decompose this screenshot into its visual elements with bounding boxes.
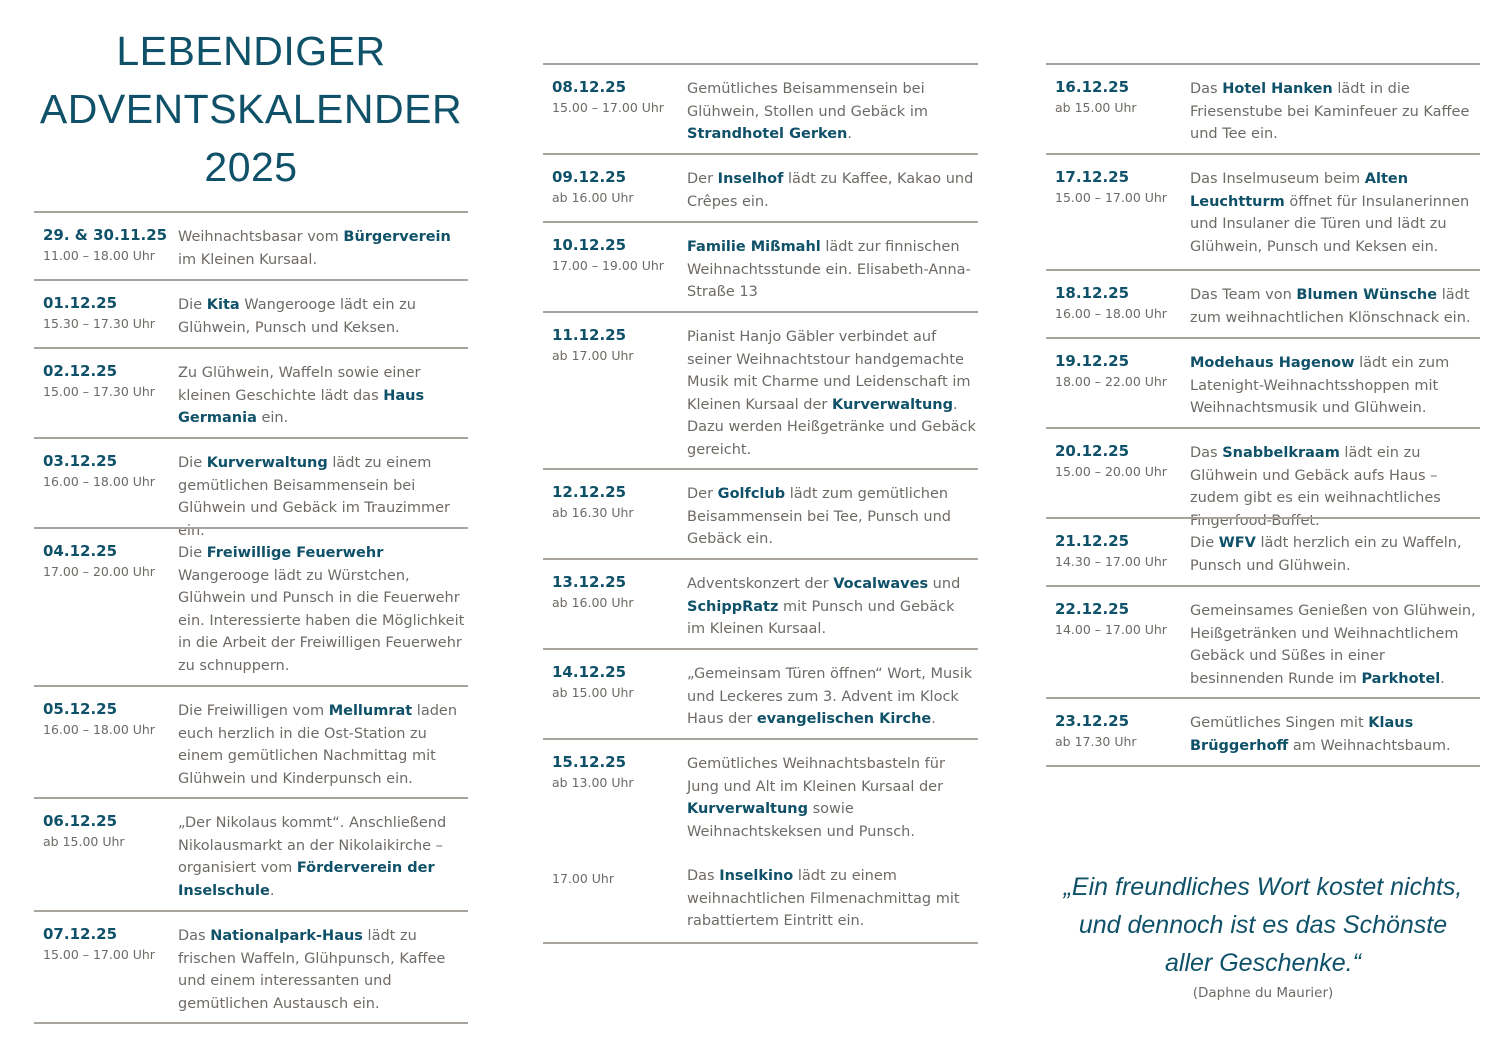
entry-host: Parkhotel xyxy=(1361,670,1441,687)
entry-text: Die xyxy=(178,545,207,561)
entry-text: . xyxy=(269,882,275,899)
entry-text: Der xyxy=(687,171,718,187)
entry-date: 08.12.25 xyxy=(552,78,627,96)
entry-host: Inselkino xyxy=(719,868,794,884)
entry-host: Vocalwaves xyxy=(833,576,929,592)
entry-time: 11.00 – 18.00 Uhr xyxy=(43,248,155,263)
entry-time: ab 16.00 Uhr xyxy=(552,595,634,610)
entry-host: Kita xyxy=(206,297,240,313)
calendar-entry xyxy=(34,279,468,347)
divider xyxy=(543,942,978,944)
entry-text: „Der Nikolaus kommt“. Anschließend Nikolausmarkt an der Nikolaikirche – organisiert vom xyxy=(178,815,447,876)
calendar-entry xyxy=(1046,269,1480,337)
entry-host: Alten Leuchtturm xyxy=(1190,171,1409,210)
calendar-entry xyxy=(34,910,468,1022)
calendar-column-3 xyxy=(1046,63,1480,767)
entry-text: Die xyxy=(178,455,207,471)
entry-host: Kurverwaltung xyxy=(206,455,328,471)
entry-host: Blumen Wünsche xyxy=(1296,287,1438,303)
entry-description xyxy=(178,812,468,902)
entry-date: 10.12.25 xyxy=(552,236,627,254)
entry-description xyxy=(687,236,977,304)
title-line-2: ADVENTSKALENDER xyxy=(39,86,463,132)
calendar-entry xyxy=(1046,427,1480,529)
entry-host: Snabbelkraam xyxy=(1222,445,1340,461)
entry-host: WFV xyxy=(1218,535,1256,551)
entry-text: Weihnachtsbasar vom xyxy=(178,229,344,245)
entry-date: 18.12.25 xyxy=(1055,284,1130,302)
entry-description xyxy=(687,865,977,933)
entry-text: Das xyxy=(1190,81,1223,97)
entry-date: 11.12.25 xyxy=(552,326,627,344)
entry-date: 22.12.25 xyxy=(1055,600,1130,618)
calendar-entry xyxy=(543,63,978,153)
entry-text: lädt ein zu Glühwein und Gebäck aufs Haus – zudem gibt es ein weihnachtliches Fingerfood-Buffet. xyxy=(1190,445,1441,529)
calendar-entry xyxy=(543,311,978,468)
entry-time: 16.00 – 18.00 Uhr xyxy=(1055,306,1167,321)
entry-time: 17.00 Uhr xyxy=(552,871,614,886)
entry-time: 14.30 – 17.00 Uhr xyxy=(1055,554,1167,569)
calendar-entry xyxy=(34,527,468,685)
entry-description xyxy=(178,925,468,1015)
calendar-entry-group xyxy=(543,738,978,942)
entry-description xyxy=(1190,78,1480,146)
entry-time: 14.00 – 17.00 Uhr xyxy=(1055,622,1167,637)
entry-text: Das xyxy=(1190,445,1223,461)
entry-text: Gemütliches Beisammensein bei Glühwein, Stollen und Gebäck im xyxy=(687,81,928,120)
entry-date: 04.12.25 xyxy=(43,542,118,560)
calendar-entry xyxy=(34,437,468,539)
entry-host: Haus Germania xyxy=(178,387,425,426)
entry-text: lädt ein zum Latenight-Weihnachtsshoppen mit Weihnachtsmusik und Glühwein. xyxy=(1190,355,1450,416)
divider xyxy=(34,1022,468,1024)
entry-text: im Kleinen Kursaal. xyxy=(178,251,318,268)
entry-description xyxy=(1190,168,1480,258)
calendar-entry xyxy=(34,685,468,797)
entry-text: Wangerooge lädt ein zu Glühwein, Punsch und Keksen. xyxy=(178,297,416,336)
entry-host: Freiwillige Feuerwehr xyxy=(206,545,384,561)
entry-date: 06.12.25 xyxy=(43,812,118,830)
entry-date: 17.12.25 xyxy=(1055,168,1130,186)
entry-date: 14.12.25 xyxy=(552,663,627,681)
entry-text: lädt zu einem weihnachtlichen Filmenachmittag mit rabattiertem Eintritt ein. xyxy=(687,868,960,929)
entry-description xyxy=(1190,600,1480,690)
calendar-column-1 xyxy=(34,211,468,1024)
entry-time: 15.00 – 20.00 Uhr xyxy=(1055,464,1167,479)
entry-time: ab 16.30 Uhr xyxy=(552,505,634,520)
entry-text: Die xyxy=(178,297,207,313)
entry-host: Modehaus Hagenow xyxy=(1190,355,1355,371)
entry-text: lädt zur finnischen Weihnachtsstunde ein. Elisabeth-Anna-Straße 13 xyxy=(687,239,971,300)
entry-date: 29. & 30.11.25 xyxy=(43,226,168,244)
entry-date: 01.12.25 xyxy=(43,294,118,312)
entry-description xyxy=(687,168,977,213)
entry-date: 21.12.25 xyxy=(1055,532,1130,550)
entry-date: 05.12.25 xyxy=(43,700,118,718)
entry-text: lädt zu frischen Waffeln, Glühpunsch, Kaffee und einem interessanten und gemütlichen Austausch ein. xyxy=(178,928,446,1012)
entry-text: Gemütliches Singen mit xyxy=(1190,715,1369,731)
calendar-entry xyxy=(1046,517,1480,585)
entry-host: Familie Mißmahl xyxy=(687,239,821,255)
entry-time: 15.00 – 17.30 Uhr xyxy=(43,384,155,399)
entry-date: 07.12.25 xyxy=(43,925,118,943)
entry-text: Das xyxy=(178,928,211,944)
entry-date: 09.12.25 xyxy=(552,168,627,186)
entry-text: Das Team von xyxy=(1190,287,1297,303)
entry-date: 02.12.25 xyxy=(43,362,118,380)
entry-description xyxy=(687,753,977,843)
entry-description xyxy=(178,542,468,677)
entry-text: lädt herzlich ein zu Waffeln, Punsch und Glühwein. xyxy=(1190,535,1462,574)
calendar-entry xyxy=(543,153,978,221)
calendar-entry xyxy=(543,558,978,648)
entry-text: Pianist Hanjo Gäbler verbindet auf seiner Weihnachtstour handgemachte Musik mit Charme und Leidenschaft im Kleinen Kursaal der xyxy=(687,329,971,413)
entry-description xyxy=(687,326,977,461)
entry-text: lädt zum weihnachtlichen Klönschnack ein. xyxy=(1190,287,1471,326)
entry-host: Förderverein der Inselschule xyxy=(178,860,435,899)
entry-host: Hotel Hanken xyxy=(1222,81,1333,97)
entry-host: Golfclub xyxy=(717,486,786,502)
entry-text: Gemeinsames Genießen von Glühwein, Heißgetränken und Weihnachtlichem Gebäck und Süßes in einer besinnenden Runde im xyxy=(1190,603,1476,687)
calendar-entry xyxy=(34,347,468,437)
entry-text: lädt zum gemütlichen Beisammensein bei Tee, Punsch und Gebäck ein. xyxy=(687,486,951,547)
entry-time: 15.30 – 17.30 Uhr xyxy=(43,316,155,331)
entry-date: 23.12.25 xyxy=(1055,712,1130,730)
entry-text: lädt in die Friesenstube bei Kaminfeuer zu Kaffee und Tee ein. xyxy=(1190,81,1470,142)
entry-text: lädt zu Kaffee, Kakao und Crêpes ein. xyxy=(687,171,974,210)
entry-description xyxy=(687,663,977,731)
entry-description xyxy=(1190,532,1480,577)
entry-time: ab 17.00 Uhr xyxy=(552,348,634,363)
entry-date: 20.12.25 xyxy=(1055,442,1130,460)
entry-date: 03.12.25 xyxy=(43,452,118,470)
calendar-entry xyxy=(1046,63,1480,153)
entry-description xyxy=(1190,712,1480,757)
calendar-entry xyxy=(543,852,978,942)
entry-description xyxy=(1190,352,1480,420)
entry-time: 15.00 – 17.00 Uhr xyxy=(552,100,664,115)
entry-text: Wangerooge lädt zu Würstchen, Glühwein und Punsch in die Feuerwehr ein. Interessierte haben die Möglichkeit in die Arbeit der Freiwilligen Feuerwehr zu schnuppern. xyxy=(178,567,465,674)
entry-time: 15.00 – 17.00 Uhr xyxy=(1055,190,1167,205)
entry-date: 16.12.25 xyxy=(1055,78,1130,96)
entry-text: . xyxy=(931,711,936,727)
calendar-entry xyxy=(543,221,978,311)
entry-description xyxy=(178,294,468,339)
entry-text: mit Punsch und Gebäck im Kleinen Kursaal. xyxy=(687,598,955,637)
entry-text: ein. xyxy=(256,410,289,426)
entry-description xyxy=(687,573,977,641)
entry-host: Kurverwaltung xyxy=(832,396,953,413)
entry-description xyxy=(178,226,468,271)
entry-date: 13.12.25 xyxy=(552,573,627,591)
entry-description xyxy=(687,483,977,551)
calendar-entry xyxy=(34,211,468,279)
entry-host: Nationalpark-Haus xyxy=(210,928,363,944)
quote-line-3: aller Geschenke.“ xyxy=(1165,949,1361,977)
entry-time: 17.00 – 20.00 Uhr xyxy=(43,564,155,579)
quote-line-2: und dennoch ist es das Schönste xyxy=(1078,911,1448,939)
entry-text: Das Inselmuseum beim xyxy=(1190,171,1365,187)
quote-author: (Daphne du Maurier) xyxy=(1192,985,1334,1001)
calendar-column-2 xyxy=(543,63,978,944)
divider xyxy=(1046,765,1480,767)
entry-text: Das xyxy=(687,868,720,884)
entry-text: Adventskonzert der xyxy=(687,576,834,592)
calendar-entry xyxy=(34,797,468,910)
entry-date: 15.12.25 xyxy=(552,753,627,771)
entry-description xyxy=(178,362,468,430)
calendar-entry xyxy=(1046,337,1480,427)
entry-time: ab 17.30 Uhr xyxy=(1055,734,1137,749)
entry-text: . Dazu werden Heißgetränke und Gebäck gereicht. xyxy=(687,396,976,458)
entry-host: Mellumrat xyxy=(328,703,413,719)
entry-date: 19.12.25 xyxy=(1055,352,1130,370)
entry-text: Gemütliches Weihnachtsbasteln für Jung und Alt im Kleinen Kursaal der xyxy=(687,756,945,795)
entry-text: lädt zu einem gemütlichen Beisammensein bei Glühwein und Gebäck im Trauzimmer ein. xyxy=(178,455,450,539)
entry-host: Klaus Brüggerhoff xyxy=(1190,715,1414,754)
entry-text: am Weihnachtsbaum. xyxy=(1288,737,1451,754)
quote-line-1: „Ein freundliches Wort kostet nichts, xyxy=(1063,873,1463,901)
entry-time: ab 15.00 Uhr xyxy=(1055,100,1137,115)
entry-host: SchippRatz xyxy=(687,598,779,615)
calendar-entry xyxy=(543,740,978,852)
entry-description xyxy=(1190,284,1480,329)
entry-time: 16.00 – 18.00 Uhr xyxy=(43,474,155,489)
entry-text: Zu Glühwein, Waffeln sowie einer kleinen Geschichte lädt das xyxy=(178,365,421,404)
entry-text: „Gemeinsam Türen öffnen“ Wort, Musik und Leckeres zum 3. Advent im Klock Haus der xyxy=(687,666,973,727)
calendar-entry xyxy=(1046,153,1480,269)
calendar-entry xyxy=(1046,697,1480,765)
entry-time: 16.00 – 18.00 Uhr xyxy=(43,722,155,737)
entry-text: laden euch herzlich in die Ost-Station zu einem gemütlichen Nachmittag mit Glühwein und Kinderpunsch ein. xyxy=(178,703,458,787)
entry-time: ab 13.00 Uhr xyxy=(552,775,634,790)
title-line-3: 2025 xyxy=(204,144,298,190)
entry-time: 18.00 – 22.00 Uhr xyxy=(1055,374,1167,389)
entry-time: ab 16.00 Uhr xyxy=(552,190,634,205)
entry-host: Bürgerverein xyxy=(343,229,451,245)
entry-description xyxy=(178,700,468,790)
entry-text: Der xyxy=(687,486,718,502)
entry-text: und xyxy=(928,576,961,592)
entry-host: Kurverwaltung xyxy=(687,801,808,817)
entry-host: Strandhotel Gerken xyxy=(687,126,848,142)
quote xyxy=(1046,868,1480,982)
entry-date: 12.12.25 xyxy=(552,483,627,501)
calendar-entry xyxy=(1046,585,1480,697)
entry-time: ab 15.00 Uhr xyxy=(552,685,634,700)
title-line-1: LEBENDIGER xyxy=(116,28,386,74)
entry-host: evangelischen Kirche xyxy=(756,711,932,727)
entry-text: öffnet für Insulanerinnen und Insulaner die Türen und lädt zu Glühwein, Punsch und Keksen ein. xyxy=(1190,193,1470,255)
entry-time: 17.00 – 19.00 Uhr xyxy=(552,258,664,273)
entry-description xyxy=(687,78,977,146)
calendar-entry xyxy=(543,468,978,558)
entry-time: 15.00 – 17.00 Uhr xyxy=(43,947,155,962)
entry-text: Die Freiwilligen vom xyxy=(178,703,329,719)
entry-text: . xyxy=(1440,670,1445,687)
entry-text: sowie Weihnachtskeksen und Punsch. xyxy=(687,801,915,840)
calendar-entry xyxy=(543,648,978,738)
entry-text: . xyxy=(847,126,852,142)
entry-host: Inselhof xyxy=(717,171,784,187)
entry-time: ab 15.00 Uhr xyxy=(43,834,125,849)
page-title xyxy=(34,22,468,196)
entry-text: Die xyxy=(1190,535,1219,551)
